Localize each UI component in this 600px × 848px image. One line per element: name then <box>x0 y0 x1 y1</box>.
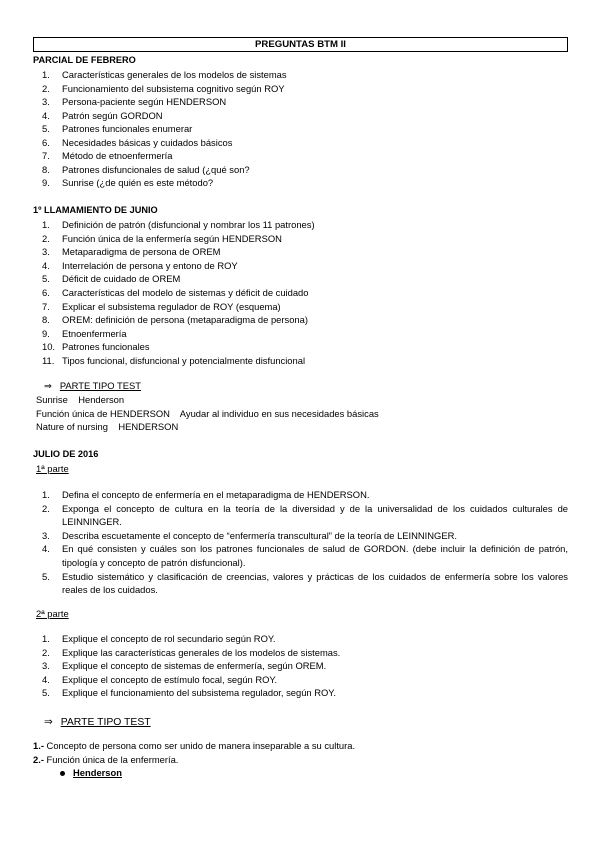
item-text: Características generales de los modelos de sistemas <box>62 69 287 80</box>
febrero-question-list <box>42 68 542 190</box>
item-number: 4. <box>42 109 50 121</box>
item-number: 6. <box>42 136 50 148</box>
arrow-right-icon: ⇒ <box>44 380 52 391</box>
section-heading-febrero: PARCIAL DE FEBRERO <box>33 55 136 65</box>
item-number: 10. <box>42 341 56 353</box>
list-item <box>42 68 542 82</box>
item-number: 3. <box>42 529 50 541</box>
item-number: 9. <box>42 327 50 339</box>
list-item <box>42 232 542 246</box>
list-item <box>42 673 542 687</box>
list-item <box>42 259 542 273</box>
item-number: 4. <box>42 543 50 555</box>
list-item <box>42 340 542 354</box>
item-text: Explique el concepto de sistemas de enfermería, según OREM. <box>62 660 327 672</box>
item-number: 3. <box>42 246 50 258</box>
item-text: Explicar el subsistema regulador de ROY (esquema) <box>62 300 281 312</box>
julio-test-label: PARTE TIPO TEST <box>60 717 151 728</box>
item-text: Explique las características generales de los modelos de sistemas. <box>62 646 341 658</box>
julio-part2-list <box>42 632 542 700</box>
list-item <box>42 354 542 368</box>
list-item <box>42 327 542 341</box>
list-item <box>42 502 568 529</box>
list-item <box>42 686 542 700</box>
item-number: 5. <box>42 687 50 699</box>
item-text: Explique el concepto de estímulo focal, según ROY. <box>62 673 278 685</box>
item-number: 4. <box>42 673 50 685</box>
list-item <box>42 82 542 96</box>
item-number: 2. <box>42 82 50 94</box>
item-number: 2. <box>42 232 50 244</box>
question-number: 1.- <box>33 740 44 751</box>
item-number: 2. <box>42 646 50 658</box>
item-text: Características del modelo de sistemas y déficit de cuidado <box>62 286 309 298</box>
question-number: 2.- <box>33 754 44 765</box>
item-number: 4. <box>42 259 50 271</box>
item-text: Funcionamiento del subsistema cognitivo según ROY <box>62 82 285 94</box>
list-item <box>42 218 542 232</box>
list-item <box>42 542 568 569</box>
item-text: Patrones disfuncionales de salud (¿qué son? <box>62 163 250 175</box>
item-text: OREM: definición de persona (metaparadigma de persona) <box>62 314 308 326</box>
list-item <box>42 286 542 300</box>
item-text: Explique el concepto de rol secundario según ROY. <box>62 633 276 644</box>
list-item <box>42 646 542 660</box>
answer-text: Henderson <box>73 767 122 778</box>
item-number: 6. <box>42 286 50 298</box>
bullet-icon <box>60 771 65 776</box>
item-text: En qué consisten y cuáles son los patrones funcionales de salud de GORDON. (debe incluir la definición de patrón, tipología y concepto de patrón disfuncional). <box>62 543 568 568</box>
item-text: Déficit de cuidado de OREM <box>62 273 181 285</box>
junio-test-heading <box>44 380 141 392</box>
list-item <box>42 163 542 177</box>
item-text: Patrón según GORDON <box>62 109 163 121</box>
item-text: Tipos funcional, disfuncional y potencialmente disfuncional <box>62 354 306 366</box>
item-number: 9. <box>42 177 50 188</box>
item-number: 8. <box>42 163 50 175</box>
junio-test-line: Sunrise Henderson <box>36 394 125 405</box>
item-text: Función única de la enfermería según HENDERSON <box>62 232 282 244</box>
junio-test-line: Nature of nursing HENDERSON <box>36 421 179 432</box>
list-item <box>42 659 542 673</box>
list-item <box>42 109 542 123</box>
item-number: 1. <box>42 69 50 80</box>
question-text: Concepto de persona como ser unido de manera inseparable a su cultura. <box>43 740 356 751</box>
item-text: Patrones funcionales <box>62 341 150 353</box>
item-text: Describa escuetamente el concepto de “enfermería transcultural” de la teoría de LEINNINGER. <box>62 529 457 541</box>
answer-bullet <box>60 767 122 778</box>
item-text: Método de etnoenfermería <box>62 150 173 161</box>
item-text: Patrones funcionales enumerar <box>62 123 193 134</box>
julio-part1-label: 1ª parte <box>36 463 69 474</box>
item-number: 5. <box>42 570 50 582</box>
item-number: 7. <box>42 150 50 161</box>
julio-test-heading <box>44 716 151 728</box>
list-item <box>42 529 568 543</box>
julio-test-question-1 <box>33 740 355 751</box>
julio-part1-list <box>42 488 568 597</box>
julio-test-question-2 <box>33 754 178 765</box>
item-number: 2. <box>42 502 50 514</box>
junio-test-label: PARTE TIPO TEST <box>59 380 141 391</box>
item-text: Explique el funcionamiento del subsistema regulador, según ROY. <box>62 687 336 699</box>
item-number: 1. <box>42 219 50 230</box>
list-item <box>42 136 542 150</box>
list-item <box>42 149 542 163</box>
question-text: Función única de la enfermería. <box>43 754 179 765</box>
julio-part2-label: 2ª parte <box>36 608 69 619</box>
junio-question-list <box>42 218 542 368</box>
list-item <box>42 245 542 259</box>
item-text: Persona-paciente según HENDERSON <box>62 96 227 107</box>
list-item <box>42 122 542 136</box>
item-number: 5. <box>42 123 50 134</box>
item-number: 3. <box>42 660 50 672</box>
item-number: 1. <box>42 489 50 500</box>
item-text: Exponga el concepto de cultura en la teoría de la diversidad y de la universalidad de los cuidados culturales de LEINNINGER. <box>62 502 568 528</box>
item-number: 1. <box>42 633 50 644</box>
item-text: Necesidades básicas y cuidados básicos <box>62 136 233 148</box>
item-text: Definición de patrón (disfuncional y nombrar los 11 patrones) <box>62 219 315 230</box>
list-item <box>42 488 568 502</box>
item-text: Metaparadigma de persona de OREM <box>62 246 221 258</box>
item-number: 11. <box>42 354 55 366</box>
item-text: Interrelación de persona y entono de ROY <box>62 259 238 271</box>
item-text: Estudio sistemático y clasificación de creencias, valores y prácticas de los cuidados de enfermería sobre los valores reales de los cuidados. <box>62 570 568 596</box>
item-text: Defina el concepto de enfermería en el metaparadigma de HENDERSON. <box>62 489 370 500</box>
list-item <box>42 272 542 286</box>
list-item <box>42 632 542 646</box>
list-item <box>42 300 542 314</box>
item-text: Sunrise (¿de quién es este método? <box>62 177 214 188</box>
item-number: 5. <box>42 273 50 285</box>
section-heading-julio: JULIO DE 2016 <box>33 449 99 459</box>
junio-test-line: Función única de HENDERSON Ayudar al individuo en sus necesidades básicas <box>36 408 379 419</box>
document-title: PREGUNTAS BTM II <box>33 37 568 52</box>
section-heading-junio: 1º LLAMAMIENTO DE JUNIO <box>33 205 158 215</box>
item-number: 3. <box>42 96 50 107</box>
list-item <box>42 95 542 109</box>
list-item <box>42 176 542 190</box>
item-number: 8. <box>42 314 50 326</box>
list-item <box>42 313 542 327</box>
item-text: Etnoenfermería <box>62 327 127 339</box>
item-number: 7. <box>42 300 50 312</box>
list-item <box>42 570 568 597</box>
arrow-right-icon: ⇒ <box>44 717 53 728</box>
